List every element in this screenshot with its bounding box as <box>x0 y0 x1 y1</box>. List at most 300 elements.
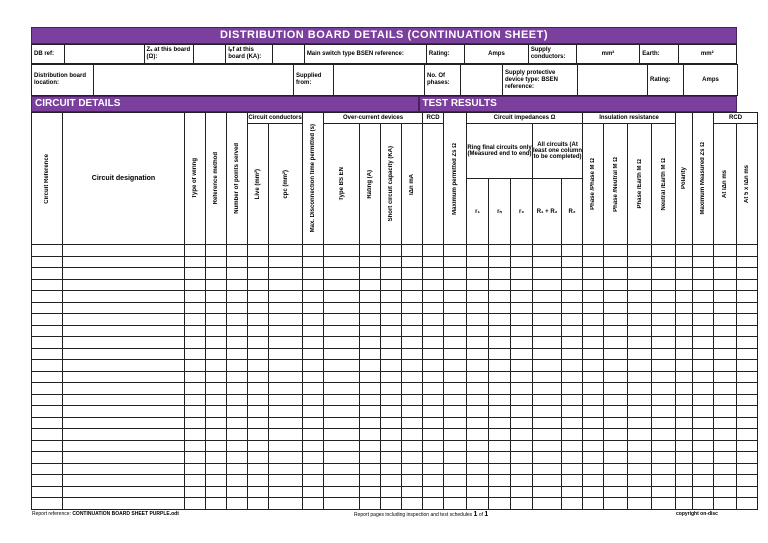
table-cell[interactable] <box>248 486 269 498</box>
table-cell[interactable] <box>693 394 714 406</box>
table-cell[interactable] <box>206 498 227 510</box>
table-cell[interactable] <box>402 314 423 326</box>
table-cell[interactable] <box>423 463 444 475</box>
table-cell[interactable] <box>381 475 402 487</box>
table-cell[interactable] <box>652 463 676 475</box>
table-cell[interactable] <box>32 498 63 510</box>
table-cell[interactable] <box>423 348 444 360</box>
table-cell[interactable] <box>248 406 269 418</box>
table-cell[interactable] <box>324 452 360 464</box>
table-cell[interactable] <box>423 279 444 291</box>
table-cell[interactable] <box>652 406 676 418</box>
table-cell[interactable] <box>63 475 185 487</box>
table-cell[interactable] <box>269 314 303 326</box>
table-cell[interactable] <box>269 325 303 337</box>
table-cell[interactable] <box>227 291 248 303</box>
table-cell[interactable] <box>206 406 227 418</box>
table-cell[interactable] <box>206 371 227 383</box>
table-cell[interactable] <box>227 348 248 360</box>
table-cell[interactable] <box>227 417 248 429</box>
table-cell[interactable] <box>511 394 533 406</box>
table-cell[interactable] <box>63 245 185 257</box>
table-cell[interactable] <box>360 325 381 337</box>
table-cell[interactable] <box>402 394 423 406</box>
table-cell[interactable] <box>185 463 206 475</box>
table-cell[interactable] <box>628 302 652 314</box>
table-cell[interactable] <box>185 314 206 326</box>
table-cell[interactable] <box>444 406 467 418</box>
table-cell[interactable] <box>444 256 467 268</box>
table-cell[interactable] <box>604 337 628 349</box>
table-cell[interactable] <box>489 440 511 452</box>
table-cell[interactable] <box>303 268 324 280</box>
table-cell[interactable] <box>467 268 489 280</box>
table-cell[interactable] <box>269 383 303 395</box>
table-cell[interactable] <box>676 268 693 280</box>
table-cell[interactable] <box>467 429 489 441</box>
table-cell[interactable] <box>676 325 693 337</box>
table-cell[interactable] <box>381 337 402 349</box>
table-cell[interactable] <box>324 302 360 314</box>
table-cell[interactable] <box>714 394 737 406</box>
table-cell[interactable] <box>489 348 511 360</box>
table-cell[interactable] <box>714 360 737 372</box>
table-cell[interactable] <box>444 417 467 429</box>
table-cell[interactable] <box>303 360 324 372</box>
table-cell[interactable] <box>562 256 583 268</box>
table-cell[interactable] <box>32 337 63 349</box>
table-cell[interactable] <box>63 256 185 268</box>
table-cell[interactable] <box>676 429 693 441</box>
table-cell[interactable] <box>604 325 628 337</box>
table-cell[interactable] <box>324 486 360 498</box>
table-cell[interactable] <box>32 245 63 257</box>
table-cell[interactable] <box>444 360 467 372</box>
table-cell[interactable] <box>583 337 604 349</box>
table-cell[interactable] <box>32 256 63 268</box>
table-cell[interactable] <box>324 383 360 395</box>
table-cell[interactable] <box>489 429 511 441</box>
table-cell[interactable] <box>737 256 758 268</box>
table-cell[interactable] <box>206 314 227 326</box>
table-cell[interactable] <box>714 348 737 360</box>
table-cell[interactable] <box>423 394 444 406</box>
table-cell[interactable] <box>185 279 206 291</box>
table-cell[interactable] <box>185 371 206 383</box>
table-cell[interactable] <box>248 268 269 280</box>
table-cell[interactable] <box>269 360 303 372</box>
table-cell[interactable] <box>583 417 604 429</box>
table-cell[interactable] <box>324 440 360 452</box>
table-cell[interactable] <box>604 268 628 280</box>
table-cell[interactable] <box>185 268 206 280</box>
table-cell[interactable] <box>604 302 628 314</box>
table-cell[interactable] <box>402 417 423 429</box>
table-cell[interactable] <box>444 463 467 475</box>
table-cell[interactable] <box>32 406 63 418</box>
table-cell[interactable] <box>628 348 652 360</box>
table-cell[interactable] <box>402 245 423 257</box>
table-cell[interactable] <box>402 383 423 395</box>
table-cell[interactable] <box>32 417 63 429</box>
table-cell[interactable] <box>303 314 324 326</box>
table-cell[interactable] <box>693 245 714 257</box>
table-cell[interactable] <box>628 256 652 268</box>
table-cell[interactable] <box>676 486 693 498</box>
table-cell[interactable] <box>360 463 381 475</box>
table-cell[interactable] <box>511 348 533 360</box>
table-cell[interactable] <box>248 256 269 268</box>
table-cell[interactable] <box>676 348 693 360</box>
table-cell[interactable] <box>604 498 628 510</box>
table-cell[interactable] <box>402 337 423 349</box>
table-cell[interactable] <box>423 291 444 303</box>
table-cell[interactable] <box>303 325 324 337</box>
table-cell[interactable] <box>269 371 303 383</box>
table-cell[interactable] <box>714 279 737 291</box>
table-cell[interactable] <box>652 394 676 406</box>
table-cell[interactable] <box>533 348 562 360</box>
table-cell[interactable] <box>402 360 423 372</box>
table-cell[interactable] <box>676 498 693 510</box>
table-cell[interactable] <box>693 406 714 418</box>
table-cell[interactable] <box>604 417 628 429</box>
table-cell[interactable] <box>652 498 676 510</box>
table-cell[interactable] <box>467 279 489 291</box>
table-cell[interactable] <box>63 360 185 372</box>
table-cell[interactable] <box>269 348 303 360</box>
table-cell[interactable] <box>324 417 360 429</box>
table-cell[interactable] <box>248 429 269 441</box>
table-cell[interactable] <box>693 337 714 349</box>
table-cell[interactable] <box>533 314 562 326</box>
table-cell[interactable] <box>402 302 423 314</box>
table-cell[interactable] <box>63 440 185 452</box>
table-cell[interactable] <box>583 360 604 372</box>
table-cell[interactable] <box>489 337 511 349</box>
table-cell[interactable] <box>402 498 423 510</box>
table-cell[interactable] <box>206 394 227 406</box>
table-cell[interactable] <box>737 268 758 280</box>
table-cell[interactable] <box>303 394 324 406</box>
table-cell[interactable] <box>652 314 676 326</box>
table-cell[interactable] <box>562 279 583 291</box>
table-cell[interactable] <box>269 394 303 406</box>
table-cell[interactable] <box>676 279 693 291</box>
table-cell[interactable] <box>185 394 206 406</box>
table-cell[interactable] <box>360 394 381 406</box>
table-cell[interactable] <box>381 486 402 498</box>
table-cell[interactable] <box>227 325 248 337</box>
table-cell[interactable] <box>533 279 562 291</box>
table-cell[interactable] <box>533 475 562 487</box>
table-cell[interactable] <box>360 417 381 429</box>
table-cell[interactable] <box>693 325 714 337</box>
table-cell[interactable] <box>381 348 402 360</box>
table-cell[interactable] <box>324 394 360 406</box>
table-cell[interactable] <box>269 268 303 280</box>
table-cell[interactable] <box>303 429 324 441</box>
table-cell[interactable] <box>206 383 227 395</box>
table-cell[interactable] <box>63 429 185 441</box>
table-cell[interactable] <box>467 452 489 464</box>
table-cell[interactable] <box>714 440 737 452</box>
table-cell[interactable] <box>32 394 63 406</box>
table-cell[interactable] <box>324 314 360 326</box>
table-cell[interactable] <box>248 245 269 257</box>
table-cell[interactable] <box>206 360 227 372</box>
table-cell[interactable] <box>248 348 269 360</box>
table-cell[interactable] <box>511 302 533 314</box>
table-cell[interactable] <box>511 486 533 498</box>
table-cell[interactable] <box>714 429 737 441</box>
table-cell[interactable] <box>303 291 324 303</box>
table-cell[interactable] <box>63 337 185 349</box>
table-cell[interactable] <box>360 406 381 418</box>
table-cell[interactable] <box>628 475 652 487</box>
table-cell[interactable] <box>324 268 360 280</box>
table-cell[interactable] <box>248 371 269 383</box>
table-cell[interactable] <box>604 314 628 326</box>
table-cell[interactable] <box>583 475 604 487</box>
table-cell[interactable] <box>652 429 676 441</box>
table-cell[interactable] <box>583 429 604 441</box>
table-cell[interactable] <box>604 429 628 441</box>
table-cell[interactable] <box>381 440 402 452</box>
table-cell[interactable] <box>533 394 562 406</box>
table-cell[interactable] <box>303 486 324 498</box>
table-cell[interactable] <box>511 463 533 475</box>
table-cell[interactable] <box>511 337 533 349</box>
table-cell[interactable] <box>467 337 489 349</box>
table-cell[interactable] <box>444 475 467 487</box>
table-cell[interactable] <box>402 475 423 487</box>
table-cell[interactable] <box>737 360 758 372</box>
table-cell[interactable] <box>714 417 737 429</box>
table-cell[interactable] <box>628 337 652 349</box>
table-cell[interactable] <box>562 440 583 452</box>
table-cell[interactable] <box>423 371 444 383</box>
table-cell[interactable] <box>583 498 604 510</box>
table-cell[interactable] <box>533 498 562 510</box>
table-cell[interactable] <box>32 371 63 383</box>
table-cell[interactable] <box>402 429 423 441</box>
table-cell[interactable] <box>63 486 185 498</box>
table-cell[interactable] <box>652 371 676 383</box>
table-cell[interactable] <box>693 486 714 498</box>
table-cell[interactable] <box>185 337 206 349</box>
table-cell[interactable] <box>63 325 185 337</box>
table-cell[interactable] <box>185 486 206 498</box>
table-cell[interactable] <box>206 302 227 314</box>
table-cell[interactable] <box>444 268 467 280</box>
table-cell[interactable] <box>206 256 227 268</box>
table-cell[interactable] <box>737 371 758 383</box>
table-cell[interactable] <box>467 348 489 360</box>
table-cell[interactable] <box>185 383 206 395</box>
table-cell[interactable] <box>324 256 360 268</box>
table-cell[interactable] <box>32 314 63 326</box>
table-cell[interactable] <box>303 348 324 360</box>
table-cell[interactable] <box>714 452 737 464</box>
table-cell[interactable] <box>533 406 562 418</box>
table-cell[interactable] <box>628 417 652 429</box>
table-cell[interactable] <box>32 463 63 475</box>
table-cell[interactable] <box>676 394 693 406</box>
table-cell[interactable] <box>489 291 511 303</box>
table-cell[interactable] <box>714 406 737 418</box>
table-cell[interactable] <box>489 268 511 280</box>
table-cell[interactable] <box>423 452 444 464</box>
table-cell[interactable] <box>360 486 381 498</box>
table-cell[interactable] <box>628 268 652 280</box>
table-cell[interactable] <box>737 394 758 406</box>
table-cell[interactable] <box>185 406 206 418</box>
table-cell[interactable] <box>652 475 676 487</box>
table-cell[interactable] <box>604 279 628 291</box>
table-cell[interactable] <box>381 429 402 441</box>
table-cell[interactable] <box>583 371 604 383</box>
table-cell[interactable] <box>676 463 693 475</box>
table-cell[interactable] <box>63 417 185 429</box>
table-cell[interactable] <box>693 417 714 429</box>
table-cell[interactable] <box>227 245 248 257</box>
table-cell[interactable] <box>533 302 562 314</box>
table-cell[interactable] <box>604 440 628 452</box>
table-cell[interactable] <box>604 291 628 303</box>
table-cell[interactable] <box>628 394 652 406</box>
table-cell[interactable] <box>533 383 562 395</box>
table-cell[interactable] <box>227 498 248 510</box>
table-cell[interactable] <box>652 256 676 268</box>
table-cell[interactable] <box>604 452 628 464</box>
table-cell[interactable] <box>206 245 227 257</box>
table-cell[interactable] <box>714 291 737 303</box>
table-cell[interactable] <box>402 440 423 452</box>
table-cell[interactable] <box>423 268 444 280</box>
table-cell[interactable] <box>206 486 227 498</box>
table-cell[interactable] <box>737 314 758 326</box>
table-cell[interactable] <box>714 314 737 326</box>
table-cell[interactable] <box>676 291 693 303</box>
table-cell[interactable] <box>227 463 248 475</box>
table-cell[interactable] <box>693 498 714 510</box>
table-cell[interactable] <box>63 302 185 314</box>
table-cell[interactable] <box>676 245 693 257</box>
table-cell[interactable] <box>714 486 737 498</box>
table-cell[interactable] <box>63 268 185 280</box>
table-cell[interactable] <box>248 383 269 395</box>
table-cell[interactable] <box>714 256 737 268</box>
table-cell[interactable] <box>324 279 360 291</box>
table-cell[interactable] <box>63 394 185 406</box>
table-cell[interactable] <box>628 429 652 441</box>
table-cell[interactable] <box>227 475 248 487</box>
table-cell[interactable] <box>533 325 562 337</box>
table-cell[interactable] <box>423 429 444 441</box>
table-cell[interactable] <box>206 291 227 303</box>
table-cell[interactable] <box>583 394 604 406</box>
table-cell[interactable] <box>32 302 63 314</box>
table-cell[interactable] <box>381 371 402 383</box>
table-cell[interactable] <box>206 417 227 429</box>
table-cell[interactable] <box>381 291 402 303</box>
table-cell[interactable] <box>444 337 467 349</box>
table-cell[interactable] <box>423 440 444 452</box>
table-cell[interactable] <box>324 360 360 372</box>
table-cell[interactable] <box>737 486 758 498</box>
table-cell[interactable] <box>32 475 63 487</box>
table-cell[interactable] <box>533 360 562 372</box>
table-cell[interactable] <box>381 245 402 257</box>
table-cell[interactable] <box>269 486 303 498</box>
table-cell[interactable] <box>737 475 758 487</box>
table-cell[interactable] <box>652 440 676 452</box>
table-cell[interactable] <box>360 475 381 487</box>
table-cell[interactable] <box>604 256 628 268</box>
table-cell[interactable] <box>269 463 303 475</box>
table-cell[interactable] <box>583 279 604 291</box>
table-cell[interactable] <box>32 440 63 452</box>
table-cell[interactable] <box>693 475 714 487</box>
table-cell[interactable] <box>533 268 562 280</box>
table-cell[interactable] <box>489 371 511 383</box>
table-cell[interactable] <box>693 383 714 395</box>
table-cell[interactable] <box>562 291 583 303</box>
table-cell[interactable] <box>269 498 303 510</box>
table-cell[interactable] <box>467 371 489 383</box>
table-cell[interactable] <box>423 360 444 372</box>
table-cell[interactable] <box>693 314 714 326</box>
table-cell[interactable] <box>737 440 758 452</box>
table-cell[interactable] <box>402 463 423 475</box>
table-cell[interactable] <box>489 486 511 498</box>
table-cell[interactable] <box>628 440 652 452</box>
table-cell[interactable] <box>583 463 604 475</box>
table-cell[interactable] <box>444 279 467 291</box>
table-cell[interactable] <box>489 498 511 510</box>
table-cell[interactable] <box>693 268 714 280</box>
table-cell[interactable] <box>206 429 227 441</box>
table-cell[interactable] <box>381 498 402 510</box>
table-cell[interactable] <box>248 440 269 452</box>
table-cell[interactable] <box>511 371 533 383</box>
table-cell[interactable] <box>489 256 511 268</box>
table-cell[interactable] <box>185 245 206 257</box>
table-cell[interactable] <box>63 314 185 326</box>
table-cell[interactable] <box>467 291 489 303</box>
table-cell[interactable] <box>185 417 206 429</box>
table-cell[interactable] <box>676 440 693 452</box>
table-cell[interactable] <box>737 337 758 349</box>
table-cell[interactable] <box>467 498 489 510</box>
table-cell[interactable] <box>63 498 185 510</box>
table-cell[interactable] <box>562 360 583 372</box>
table-cell[interactable] <box>269 337 303 349</box>
table-cell[interactable] <box>511 291 533 303</box>
table-cell[interactable] <box>402 325 423 337</box>
table-cell[interactable] <box>533 486 562 498</box>
table-cell[interactable] <box>381 314 402 326</box>
table-cell[interactable] <box>248 302 269 314</box>
table-cell[interactable] <box>63 348 185 360</box>
table-cell[interactable] <box>652 302 676 314</box>
table-cell[interactable] <box>360 440 381 452</box>
table-cell[interactable] <box>423 337 444 349</box>
table-cell[interactable] <box>227 268 248 280</box>
table-cell[interactable] <box>676 302 693 314</box>
table-cell[interactable] <box>227 314 248 326</box>
